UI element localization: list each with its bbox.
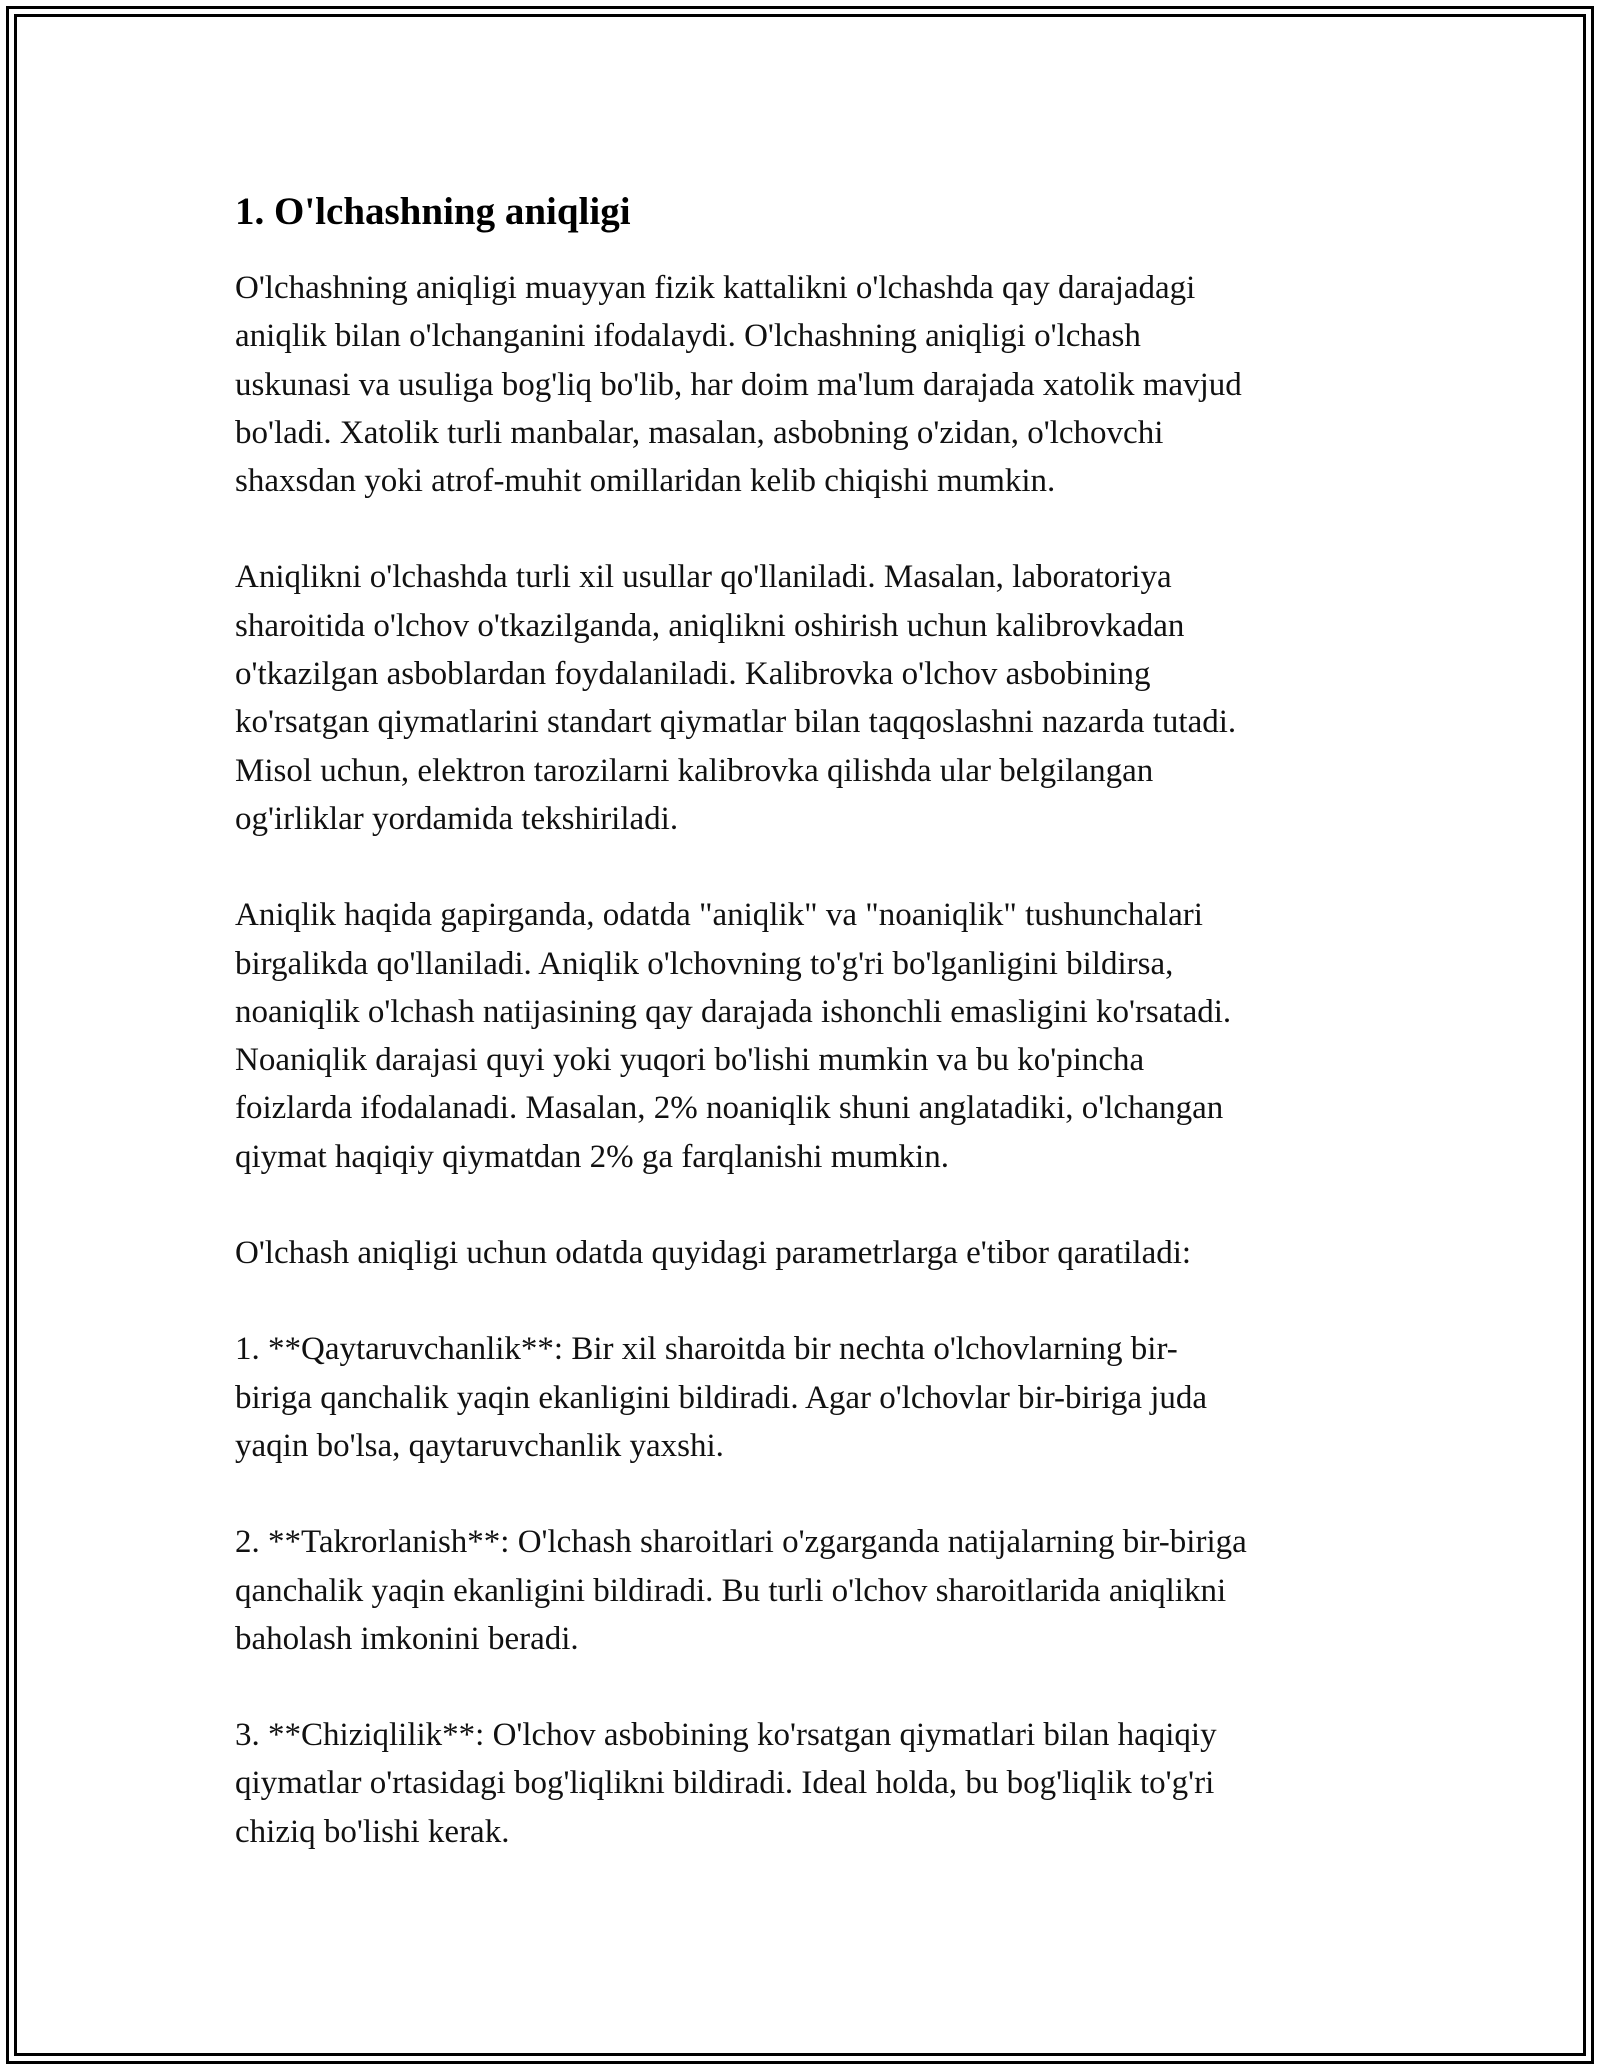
list-item-repeatability: 1. **Qaytaruvchanlik**: Bir xil sharoitda bir nechta o'lchovlarning bir- biriga qanchalik yaqin ekanligini bildiradi. Agar o'lchovlar bir-biriga juda yaqin bo'lsa, qaytaruvchanlik yaxshi. [235, 1331, 1208, 1464]
list-item-reproducibility: 2. **Takrorlanish**: O'lchash sharoitlari o'zgarganda natijalarning bir-biriga qanchalik yaqin ekanligini bildiradi. Bu turli o'lchov sharoitlarida aniqlikni baholash imkonini beradi. [235, 1524, 1247, 1657]
paragraph-parameters-intro: O'lchash aniqligi uchun odatda quyidagi parametrlarga e'tibor qaratiladi: [235, 1235, 1192, 1272]
section-heading: 1. O'lchashning aniqligi [235, 190, 631, 233]
paragraph-uncertainty: Aniqlik haqida gapirganda, odatda "aniqlik" va "noaniqlik" tushunchalari birgalikda qo'llaniladi. Aniqlik o'lchovning to'g'ri bo'lganligini bildirsa, noaniqlik o'lchash natijasining qay darajada ishonchli emasligini ko'rsatadi. Noaniqlik darajasi quyi yoki yuqori bo'lishi mumkin va bu ko'pincha foizlarda ifodalanadi. Masalan, 2% noaniqlik shuni anglatadiki, o'lchangan qiymat haqiqiy qiymatdan 2% ga farqlanishi mumkin. [235, 897, 1232, 1175]
list-item-linearity: 3. **Chiziqlilik**: O'lchov asbobining ko'rsatgan qiymatlari bilan haqiqiy qiymatlar o'rtasidagi bog'liqlikni bildiradi. Ideal holda, bu bog'liqlik to'g'ri chiziq bo'lishi kerak. [235, 1717, 1217, 1850]
paragraph-intro: O'lchashning aniqligi muayyan fizik kattalikni o'lchashda qay darajadagi aniqlik bilan o'lchanganini ifodalaydi. O'lchashning aniqligi o'lchash uskunasi va usuliga bog'liq bo'lib, har doim ma'lum darajada xatolik mavjud bo'ladi. Xatolik turli manbalar, masalan, asbobning o'zidan, o'lchovchi shaxsdan yoki atrof-muhit omillaridan kelib chiqishi mumkin. [235, 270, 1242, 500]
document-body [235, 186, 1375, 1904]
paragraph-methods: Aniqlikni o'lchashda turli xil usullar qo'llaniladi. Masalan, laboratoriya sharoitida o'lchov o'tkazilganda, aniqlikni oshirish uchun kalibrovkadan o'tkazilgan asboblardan foydalaniladi. Kalibrovka o'lchov asbobining ko'rsatgan qiymatlarini standart qiymatlar bilan taqqoslashni nazarda tutadi. Misol uchun, elektron tarozilarni kalibrovka qilishda ular belgilangan og'irliklar yordamida tekshiriladi. [235, 559, 1237, 837]
